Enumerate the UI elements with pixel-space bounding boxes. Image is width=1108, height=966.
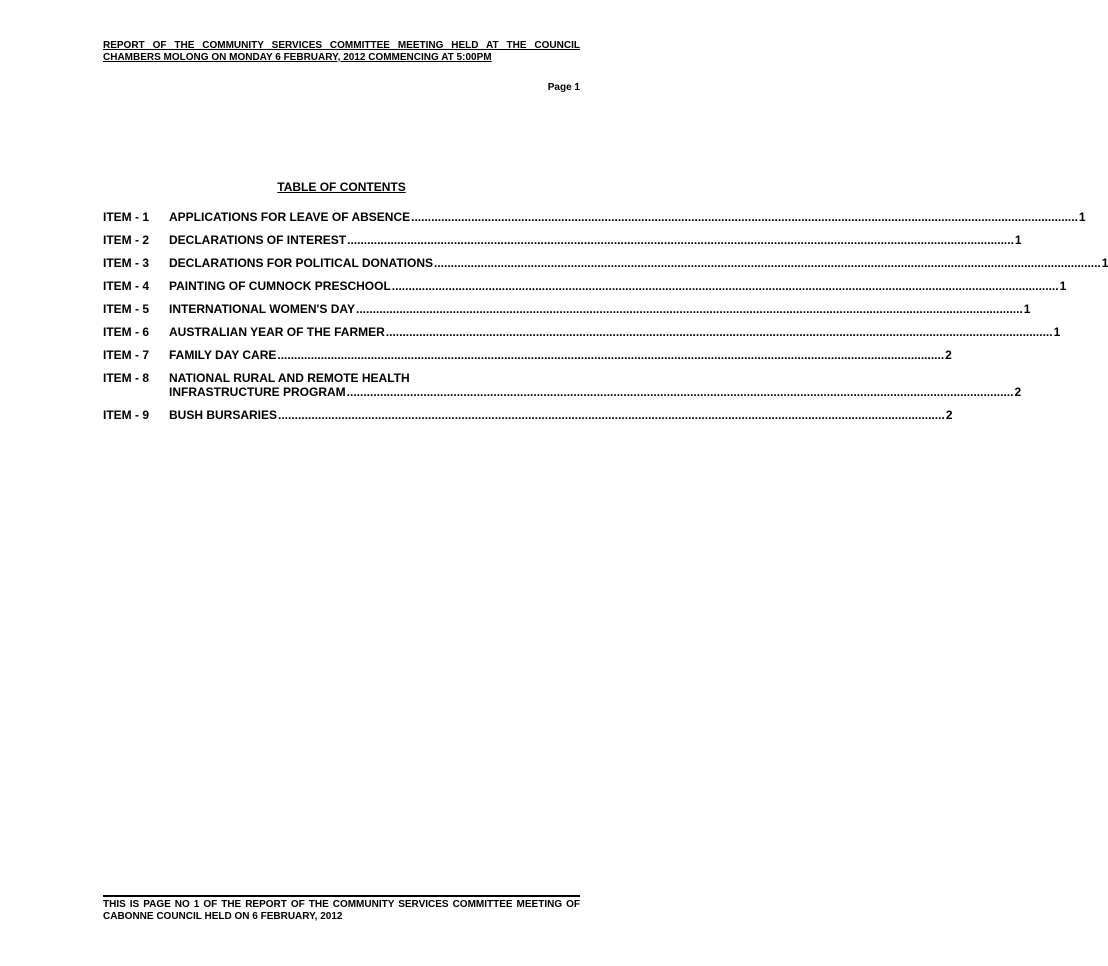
- toc-item-body: [169, 233, 1022, 247]
- toc-item-page: 1: [1023, 302, 1031, 316]
- toc-item-page: 2: [945, 408, 953, 422]
- toc-item-number: ITEM - 3: [103, 256, 150, 270]
- table-of-contents: [103, 210, 1108, 431]
- toc-entry[interactable]: [103, 325, 1061, 339]
- toc-item-number: ITEM - 1: [103, 210, 150, 224]
- toc-item-line: [169, 385, 1021, 399]
- toc-dot-leader: [392, 279, 1059, 293]
- toc-item-line: [169, 210, 1086, 224]
- toc-item-title: FAMILY DAY CARE: [169, 348, 277, 362]
- toc-item-title: APPLICATIONS FOR LEAVE OF ABSENCE: [169, 210, 411, 224]
- toc-item-body: [169, 408, 953, 422]
- toc-item-line: [169, 371, 1021, 385]
- toc-item-number: ITEM - 8: [103, 371, 150, 385]
- toc-item-line: [169, 408, 953, 422]
- toc-item-title: AUSTRALIAN YEAR OF THE FARMER: [169, 325, 385, 339]
- toc-entry[interactable]: [103, 371, 1022, 399]
- report-title: REPORT OF THE COMMUNITY SERVICES COMMITTEE MEETING HELD AT THE COUNCIL CHAMBERS MOLONG ON MONDAY 6 FEBRUARY, 2012 COMMENCING AT 5:00PM: [103, 40, 580, 63]
- toc-item-number: ITEM - 5: [103, 302, 150, 316]
- toc-entry[interactable]: [103, 233, 1022, 247]
- page-footer: THIS IS PAGE NO 1 OF THE REPORT OF THE COMMUNITY SERVICES COMMITTEE MEETING OF CABONNE COUNCIL HELD ON 6 FEBRUARY, 2012: [103, 899, 580, 922]
- toc-dot-leader: [278, 408, 945, 422]
- toc-item-title: INFRASTRUCTURE PROGRAM: [169, 385, 346, 399]
- toc-entry[interactable]: [103, 256, 1108, 270]
- toc-item-title: INTERNATIONAL WOMEN'S DAY: [169, 302, 355, 316]
- toc-dot-leader: [411, 210, 1078, 224]
- toc-item-line: [169, 279, 1066, 293]
- toc-item-body: [169, 279, 1066, 293]
- toc-item-page: 1: [1059, 279, 1067, 293]
- toc-item-title: DECLARATIONS FOR POLITICAL DONATIONS: [169, 256, 433, 270]
- toc-item-page: 1: [1101, 256, 1108, 270]
- toc-item-number: ITEM - 2: [103, 233, 150, 247]
- toc-entry[interactable]: [103, 408, 953, 422]
- toc-dot-leader: [277, 348, 944, 362]
- toc-item-body: [169, 256, 1108, 270]
- toc-item-title: BUSH BURSARIES: [169, 408, 278, 422]
- toc-item-page: 1: [1053, 325, 1061, 339]
- toc-item-line: [169, 325, 1060, 339]
- toc-item-title: NATIONAL RURAL AND REMOTE HEALTH: [169, 371, 410, 385]
- toc-item-page: 2: [945, 348, 952, 362]
- footer-divider: [103, 895, 580, 897]
- toc-item-line: [169, 256, 1108, 270]
- toc-entry[interactable]: [103, 348, 952, 362]
- toc-item-body: [169, 371, 1021, 399]
- toc-item-page: 1: [1014, 233, 1022, 247]
- toc-entry[interactable]: [103, 279, 1067, 293]
- toc-item-title: DECLARATIONS OF INTEREST: [169, 233, 347, 247]
- page-number: Page 1: [547, 82, 580, 93]
- toc-heading: TABLE OF CONTENTS: [277, 180, 406, 194]
- toc-item-body: [169, 210, 1086, 224]
- toc-item-number: ITEM - 7: [103, 348, 150, 362]
- toc-item-line: [169, 233, 1022, 247]
- toc-item-body: [169, 325, 1060, 339]
- toc-item-line: [169, 302, 1030, 316]
- page-header: [103, 40, 580, 93]
- toc-dot-leader: [434, 256, 1101, 270]
- toc-item-page: 1: [1078, 210, 1086, 224]
- toc-item-body: [169, 348, 952, 362]
- toc-dot-leader: [347, 233, 1014, 247]
- toc-item-body: [169, 302, 1030, 316]
- toc-dot-leader: [347, 385, 1014, 399]
- toc-item-number: ITEM - 9: [103, 408, 150, 422]
- toc-item-line: [169, 348, 952, 362]
- toc-dot-leader: [386, 325, 1053, 339]
- toc-item-title: PAINTING OF CUMNOCK PRESCHOOL: [169, 279, 391, 293]
- toc-entry[interactable]: [103, 302, 1031, 316]
- toc-dot-leader: [356, 302, 1023, 316]
- toc-item-page: 2: [1014, 385, 1022, 399]
- toc-entry[interactable]: [103, 210, 1086, 224]
- toc-item-number: ITEM - 4: [103, 279, 150, 293]
- toc-item-number: ITEM - 6: [103, 325, 150, 339]
